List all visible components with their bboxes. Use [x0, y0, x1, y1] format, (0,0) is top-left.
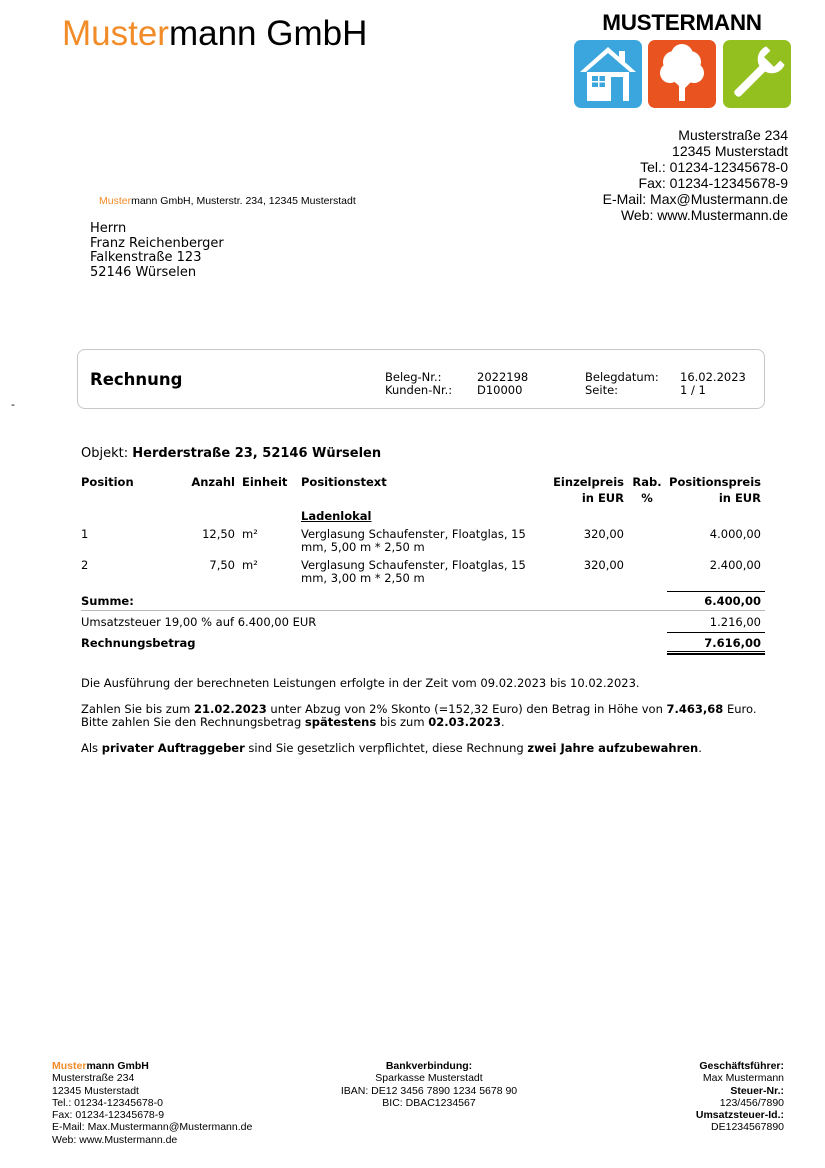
recipient-salutation: Herrn — [90, 221, 127, 236]
company-title-rest: mann GmbH — [168, 14, 368, 53]
tree-icon — [648, 40, 716, 108]
footer-iban: IBAN: DE12 3456 7890 1234 5678 90 — [340, 1084, 518, 1097]
footer-tel: Tel.: 01234-12345678-0 — [52, 1096, 163, 1109]
header-anzahl: Anzahl — [191, 475, 235, 489]
zahlung-1a: Zahlen Sie bis zum — [81, 702, 194, 716]
row-2-einheit: m² — [242, 558, 258, 572]
logo-wordmark: MUSTERMANN — [602, 10, 762, 35]
beleg-value: 2022198 — [477, 370, 529, 384]
belegdatum-label: Belegdatum: — [585, 370, 659, 384]
footer-ust-label: Umsatzsteuer-Id.: — [695, 1109, 784, 1122]
zahlung-2a: Bitte zahlen Sie den Rechnungsbetrag — [81, 715, 305, 729]
summe-label: Summe: — [81, 594, 134, 608]
summe-value: 6.400,00 — [704, 594, 761, 608]
total-value: 7.616,00 — [704, 636, 761, 650]
document-title: Rechnung — [90, 370, 183, 389]
skonto-amount: 7.463,68 — [666, 702, 724, 716]
row-2-text-line-1: Verglasung Schaufenster, Floatglas, 15 — [301, 558, 526, 572]
row-1-einheit: m² — [242, 527, 258, 541]
total-double-rule-1 — [667, 651, 765, 652]
objekt-label: Objekt: — [81, 446, 129, 461]
privat-d: zwei Jahre aufzubewahren — [527, 741, 699, 755]
privat-note — [81, 742, 702, 755]
seite-label: Seite: — [585, 383, 619, 397]
fold-mark: - — [11, 398, 15, 411]
header-position: Position — [81, 475, 134, 489]
sender-address — [603, 127, 788, 224]
footer-company-name — [52, 1060, 252, 1072]
footer-bank-title: Bankverbindung: — [385, 1060, 473, 1072]
sender-street: Musterstraße 234 — [678, 127, 788, 143]
house-icon — [574, 40, 642, 108]
footer-company-highlight: Muster — [52, 1060, 87, 1072]
footer-legal — [696, 1060, 784, 1134]
zahlung-1c: unter Abzug von 2% Skonto (=152,32 Euro) den Betrag in Höhe von — [266, 702, 667, 716]
wrench-icon — [723, 40, 791, 108]
section-title: Ladenlokal — [301, 509, 372, 523]
header-einzelpreis-unit: in EUR — [581, 491, 624, 505]
footer-gf-label: Geschäftsführer: — [699, 1060, 784, 1072]
row-2-text-line-2: mm, 3,00 m * 2,50 m — [301, 571, 425, 585]
header-positionspreis: Positionspreis — [669, 475, 761, 489]
company-title — [62, 14, 367, 54]
recipient-name: Franz Reichenberger — [90, 235, 224, 251]
row-2-anzahl: 7,50 — [209, 558, 235, 572]
row-1-positionspreis: 4.000,00 — [709, 527, 761, 541]
zahlung-2b: spätestens — [304, 715, 377, 729]
footer-steuer-label: Steuer-Nr.: — [730, 1084, 784, 1097]
company-title-highlight: Muster — [62, 14, 169, 53]
total-label: Rechnungsbetrag — [81, 636, 196, 650]
beleg-label: Beleg-Nr.: — [385, 370, 442, 384]
footer-company — [52, 1060, 252, 1146]
row-1-text-line-1: Verglasung Schaufenster, Floatglas, 15 — [301, 527, 526, 541]
zahlung-2c: bis zum — [376, 715, 429, 729]
leistung-note: Die Ausführung der berechneten Leistungen erfolgte in der Zeit vom 09.02.2023 bis 10.02.2023. — [81, 676, 640, 690]
header-positionspreis-unit: in EUR — [718, 491, 761, 505]
total-double-rule-2 — [667, 653, 765, 655]
footer-bank-name: Sparkasse Musterstadt — [375, 1072, 483, 1085]
sender-tel: Tel.: 01234-12345678-0 — [640, 159, 788, 176]
footer-email: E-Mail: Max.Mustermann@Mustermann.de — [52, 1121, 253, 1134]
row-2-einzelpreis: 320,00 — [583, 558, 624, 572]
header-positionstext: Positionstext — [301, 475, 387, 489]
zahlung-1e: Euro. — [723, 702, 757, 716]
sum-rule — [667, 591, 765, 592]
zahlung-2e: . — [500, 715, 505, 729]
row-1-anzahl: 12,50 — [202, 527, 235, 541]
privat-e: . — [698, 741, 702, 755]
ust-label: Umsatzsteuer 19,00 % auf 6.400,00 EUR — [81, 615, 317, 629]
footer-web: Web: www.Mustermann.de — [52, 1133, 178, 1146]
privat-c: sind Sie gesetzlich verpflichtet, diese Rechnung — [244, 741, 528, 755]
header-einzelpreis: Einzelpreis — [553, 475, 624, 489]
row-1-text-line-2: mm, 5,00 m * 2,50 m — [301, 540, 425, 554]
kunden-value: D10000 — [477, 383, 523, 397]
footer-bic: BIC: DBAC1234567 — [382, 1096, 476, 1109]
row-1-einzelpreis: 320,00 — [583, 527, 624, 541]
row-1-position: 1 — [81, 527, 89, 541]
footer-city: 12345 Musterstadt — [52, 1084, 139, 1097]
sender-fax: Fax: 01234-12345678-9 — [638, 175, 788, 192]
row-2-positionspreis: 2.400,00 — [709, 558, 761, 572]
summe-separator — [81, 610, 765, 611]
recipient-address — [90, 222, 224, 281]
recipient-street: Falkenstraße 123 — [90, 250, 202, 266]
zahlung-line-2 — [81, 716, 505, 729]
kunden-label: Kunden-Nr.: — [385, 383, 453, 397]
return-address-rest: mann GmbH, Musterstr. 234, 12345 Musterstadt — [131, 195, 356, 207]
ust-value: 1.216,00 — [709, 615, 761, 629]
return-address-highlight: Muster — [99, 195, 132, 207]
header-einheit: Einheit — [242, 475, 288, 489]
objekt-value: Herderstraße 23, 52146 Würselen — [132, 446, 382, 461]
privat-b: privater Auftraggeber — [101, 741, 245, 755]
sender-web: Web: www.Mustermann.de — [620, 207, 788, 224]
header-rabatt: Rab. — [632, 475, 662, 489]
footer-ust-value: DE1234567890 — [711, 1121, 784, 1134]
skonto-date: 21.02.2023 — [193, 702, 267, 716]
footer-steuer-value: 123/456/7890 — [719, 1096, 784, 1109]
objekt-line — [81, 446, 381, 461]
belegdatum-value: 16.02.2023 — [680, 370, 746, 384]
seite-value: 1 / 1 — [680, 383, 706, 397]
footer-fax: Fax: 01234-12345678-9 — [52, 1109, 165, 1122]
row-2-position: 2 — [81, 558, 89, 572]
sender-email: E-Mail: Max@Mustermann.de — [602, 191, 788, 208]
header-rabatt-unit: % — [641, 491, 653, 505]
footer-gf-value: Max Mustermann — [702, 1072, 784, 1085]
footer-bank — [329, 1060, 529, 1109]
total-top-rule — [667, 632, 765, 633]
footer-street: Musterstraße 234 — [52, 1072, 135, 1085]
recipient-city: 52146 Würselen — [90, 265, 197, 281]
return-address-line — [99, 195, 356, 207]
footer-company-rest: mann GmbH — [86, 1060, 149, 1072]
due-date: 02.03.2023 — [428, 715, 501, 729]
sender-city: 12345 Musterstadt — [672, 143, 788, 160]
privat-a: Als — [81, 741, 102, 755]
